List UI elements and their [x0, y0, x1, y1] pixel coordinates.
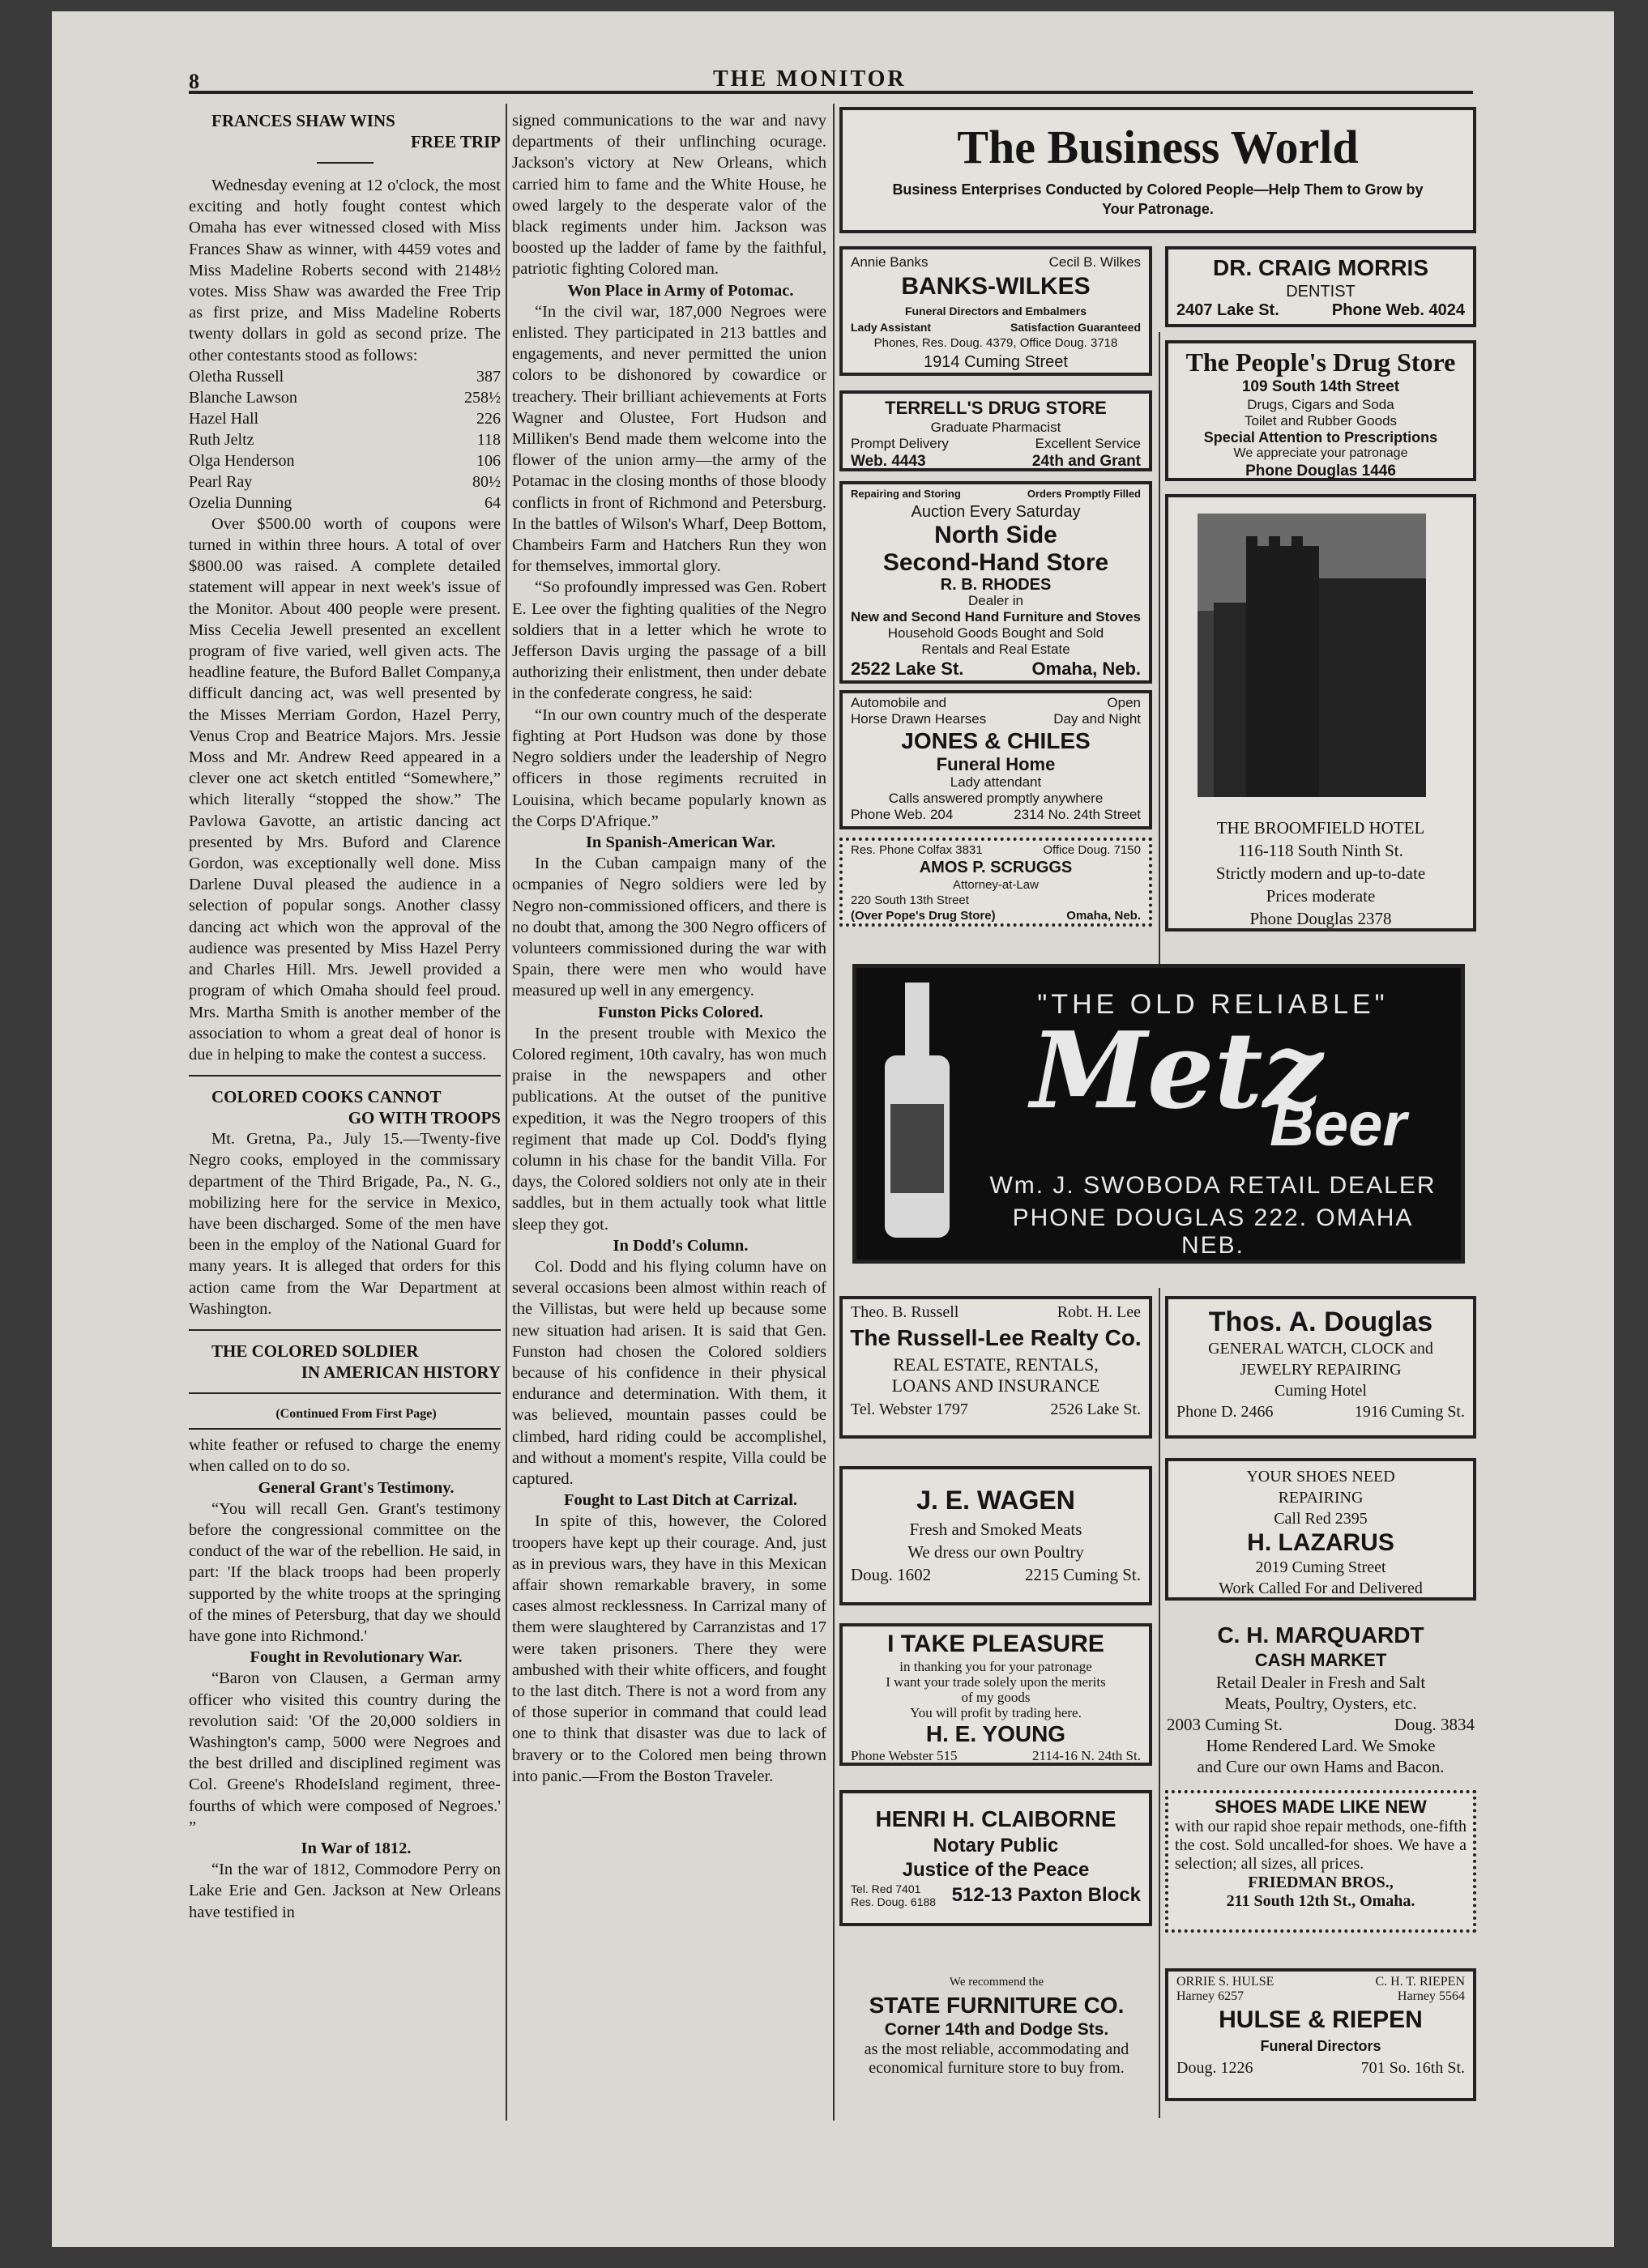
headline: GO WITH TROOPS: [348, 1108, 501, 1128]
ad-north-side-store: [839, 481, 1152, 684]
ad-text: Dealer in: [967, 593, 1024, 608]
ad-address: 2314 No. 24th Street: [1014, 807, 1141, 822]
ad-phone: Harney 6257: [1176, 1989, 1245, 2003]
ad-name: H. E. YOUNG: [925, 1721, 1066, 1746]
table-row: [189, 429, 501, 450]
ad-jones-chiles: [839, 690, 1152, 829]
ad-text: Funeral Home: [936, 754, 1056, 774]
ad-text: Strictly modern and up-to-date: [1215, 863, 1426, 883]
votes-cell: 64: [485, 493, 501, 512]
paragraph: white feather or refused to charge the enemy when called on to do so.: [189, 1436, 501, 1476]
divider: [189, 1075, 501, 1076]
ad-text: Theo. B. Russell: [851, 1303, 959, 1321]
table-row: [189, 408, 501, 429]
ad-text: Day and Night: [1053, 711, 1141, 727]
ad-text: You will profit by trading here.: [910, 1705, 1082, 1720]
ad-text: CASH MARKET: [1254, 1650, 1387, 1670]
ad-text: JEWELRY REPAIRING: [1240, 1361, 1402, 1379]
ad-phone: Doug. 1602: [851, 1565, 932, 1584]
ad-address: 109 South 14th Street: [1241, 378, 1400, 395]
column-1: [189, 110, 501, 1923]
metz-product: Beer: [1270, 1090, 1407, 1159]
continued-note: (Continued From First Page): [275, 1406, 437, 1421]
subheading: In Spanish-American War.: [585, 833, 776, 851]
ad-text: R. B. RHODES: [940, 576, 1052, 594]
ad-address: 2526 Lake St.: [1050, 1400, 1141, 1418]
table-row: [189, 450, 501, 471]
metz-brand: Metz: [1031, 1008, 1323, 1132]
name-cell: Blanche Lawson: [189, 388, 297, 407]
ad-text: Calls answered promptly anywhere: [888, 791, 1104, 806]
ad-phone: Phone Webster 515: [851, 1748, 958, 1763]
ad-text: Cecil B. Wilkes: [1048, 254, 1141, 270]
ad-text: Excellent Service: [1035, 436, 1141, 451]
ad-address: 211 South 12th St., Omaha.: [1226, 1892, 1415, 1910]
ad-marquardt: [1167, 1622, 1475, 1777]
ad-name: Second-Hand Store: [882, 549, 1109, 576]
subheading: In Dodd's Column.: [613, 1236, 749, 1255]
ad-metz-beer: [852, 964, 1465, 1264]
ad-name: The People's Drug Store: [1185, 347, 1456, 377]
ad-text: Prices moderate: [1266, 886, 1376, 906]
ad-peoples-drug: [1165, 340, 1476, 481]
ad-address: 701 So. 16th St.: [1360, 2059, 1465, 2077]
ad-text: with our rapid shoe repair methods, one-fifth the cost. Sold uncalled-for shoes. We have a selection; all sizes, all prices.: [1175, 1818, 1467, 1873]
ad-address: 512-13 Paxton Block: [951, 1884, 1141, 1906]
ad-claiborne: [839, 1790, 1152, 1926]
ad-text: Phones, Res. Doug. 4379, Office Doug. 3718: [873, 336, 1118, 350]
table-row: [189, 366, 501, 387]
ad-text: GENERAL WATCH, CLOCK and: [1208, 1340, 1433, 1358]
column-divider: [506, 104, 507, 2121]
column-divider: [833, 104, 835, 2121]
ad-address: 2522 Lake St.: [851, 659, 964, 679]
ad-text: Fresh and Smoked Meats: [909, 1520, 1082, 1539]
ad-wagen: [839, 1466, 1152, 1605]
ad-text: Lady Assistant: [851, 321, 932, 334]
ad-h-e-young: [839, 1623, 1152, 1766]
ad-text: Rentals and Real Estate: [921, 642, 1070, 657]
name-cell: Oletha Russell: [189, 367, 284, 386]
subheading: Won Place in Army of Potomac.: [567, 281, 794, 300]
ad-text: I want your trade solely upon the merits: [886, 1674, 1106, 1690]
ad-address: 24th and Grant: [1031, 453, 1141, 470]
ad-name: BANKS-WILKES: [901, 273, 1091, 300]
ad-name: C. H. MARQUARDT: [1217, 1622, 1424, 1648]
ad-text: New and Second Hand Furniture and Stoves: [851, 609, 1141, 625]
ad-title: SHOES MADE LIKE NEW: [1215, 1797, 1427, 1817]
ad-name: FRIEDMAN BROS.,: [1248, 1874, 1394, 1891]
subheading: General Grant's Testimony.: [258, 1478, 455, 1497]
metz-slogan: "THE OLD RELIABLE": [1037, 989, 1389, 1020]
ad-text: Home Rendered Lard. We Smoke: [1206, 1736, 1436, 1755]
paragraph: In spite of this, however, the Colored troopers have kept up their courage. And, just as in previous wars, they have in this Mexican affair shown remarkable bravery, in some cases almost recklessness. In Carrizal many of them were slaughtered by Carranzistas and 17 were taken prisoners. There they were ambushed with their white officers, and fought to the last ditch. There is not a word from any of those superior in command that could lead one to think that disaster was due to lack of bravery or to the Colored men being thrown into panic.—From the Boston Traveler.: [512, 1512, 826, 1785]
table-row: [189, 387, 501, 408]
ad-text: Automobile and: [851, 695, 947, 710]
ad-hulse-riepen: [1165, 1968, 1476, 2101]
name-cell: Hazel Hall: [189, 409, 259, 428]
ad-text: Funeral Directors: [1260, 2038, 1381, 2054]
ad-phone: Harney 5564: [1397, 1989, 1465, 2003]
ad-text: Cuming Hotel: [1274, 1382, 1367, 1400]
ad-name: Thos. A. Douglas: [1208, 1307, 1433, 1337]
votes-cell: 80½: [472, 472, 501, 491]
business-world-banner: [839, 107, 1476, 233]
ad-address: 2003 Cuming St.: [1167, 1715, 1283, 1734]
ad-text: Notary Public: [933, 1835, 1059, 1857]
metz-phone: PHONE DOUGLAS 222. OMAHA NEB.: [1012, 1204, 1414, 1259]
ad-address: 1916 Cuming St.: [1354, 1403, 1465, 1421]
name-cell: Pearl Ray: [189, 472, 253, 491]
ad-text: Toilet and Rubber Goods: [1244, 413, 1398, 428]
ad-text: C. H. T. RIEPEN: [1375, 1975, 1465, 1989]
ad-text: Household Goods Bought and Sold: [887, 625, 1104, 641]
ad-text: Annie Banks: [851, 254, 929, 270]
page-number: 8: [189, 70, 199, 93]
ad-text: and Cure our own Hams and Bacon.: [1197, 1757, 1445, 1776]
masthead: THE MONITOR: [713, 66, 907, 92]
votes-cell: 258½: [464, 388, 501, 407]
name-cell: Ruth Jeltz: [189, 430, 254, 449]
ad-phone: Web. 4443: [851, 453, 926, 470]
ad-name: HENRI H. CLAIBORNE: [875, 1806, 1116, 1831]
ad-state-furniture: [843, 1973, 1151, 2078]
masthead-rule: [189, 91, 1473, 94]
ad-phone: Doug. 3834: [1394, 1715, 1475, 1734]
ad-text: Repairing and Storing: [851, 488, 961, 500]
column-2: [512, 110, 826, 1787]
ad-name: J. E. WAGEN: [916, 1486, 1075, 1515]
ad-scruggs: [839, 838, 1152, 927]
ad-name: DR. CRAIG MORRIS: [1213, 255, 1428, 280]
hotel-building-image: [1198, 514, 1426, 797]
ad-name: THE BROOMFIELD HOTEL: [1216, 818, 1425, 838]
ad-text: Orders Promptly Filled: [1027, 488, 1141, 500]
ad-text: Work Called For and Delivered: [1219, 1580, 1423, 1597]
ad-phone: Tel. Red 7401: [851, 1882, 921, 1895]
votes-cell: 226: [476, 409, 501, 428]
ad-text: Attorney-at-Law: [953, 878, 1039, 892]
ad-russell-lee: [839, 1296, 1152, 1439]
ad-text: Open: [1107, 695, 1141, 710]
beer-bottle-image: [873, 983, 962, 1242]
paragraph: “So profoundly impressed was Gen. Robert E. Lee over the fighting qualities of the Negro soldiers that in a letter which he wrote to Jefferson Davis urging the passage of a bill authorizing their enlistment, then under debate in the confederate congress, he said:: [512, 578, 826, 703]
banner-title: The Business World: [957, 121, 1359, 173]
votes-cell: 118: [476, 430, 501, 449]
ad-terrell-drug: [839, 390, 1152, 471]
ad-address: 2019 Cuming Street: [1255, 1558, 1386, 1576]
ad-phone: Res. Doug. 6188: [851, 1895, 937, 1908]
ad-text: as the most reliable, accommodating and economical furniture store to buy from.: [864, 2040, 1129, 2077]
ad-phone: Phone Douglas 1446: [1245, 463, 1396, 480]
article-frances-shaw: [189, 110, 501, 1065]
ad-title: I TAKE PLEASURE: [887, 1631, 1104, 1657]
ad-text: Call Red 2395: [1274, 1510, 1368, 1528]
ad-address: 2407 Lake St.: [1176, 301, 1279, 319]
ad-address: 1914 Cuming Street: [924, 353, 1068, 371]
paragraph: “In our own country much of the desperate fighting at Port Hudson was done by those Negro soldiers under the leadership of Negro officers in those regiments recruited in Louisina, which became popularly known as the Corps D'Afrique.”: [512, 706, 826, 830]
headline: IN AMERICAN HISTORY: [301, 1362, 501, 1382]
ad-text: Meats, Poultry, Oysters, etc.: [1224, 1694, 1417, 1713]
ad-phone: Tel. Webster 1797: [851, 1400, 968, 1418]
headline: THE COLORED SOLDIER: [211, 1341, 419, 1361]
article-colored-cooks: [189, 1086, 501, 1319]
column-divider: [1159, 1288, 1160, 2118]
subheading: Fought in Revolutionary War.: [250, 1648, 463, 1667]
ad-name: The Russell-Lee Realty Co.: [850, 1325, 1142, 1350]
votes-cell: 387: [476, 367, 501, 386]
ad-text: We recommend the: [949, 1976, 1044, 1989]
ad-name: JONES & CHILES: [901, 728, 1091, 753]
ad-address: 2114-16 N. 24th St.: [1032, 1748, 1141, 1763]
paragraph: In the present trouble with Mexico the Colored regiment, 10th cavalry, has won much praise in the newspapers and other publications. At the outset of the punitive expedition, it was the Negro troopers of this regiment that made up Col. Dodd's flying column in his chase for the bandit Villa. For days, the Colored soldiers not only ate in their saddles, but in them actually took what little sleep they got.: [512, 1024, 826, 1234]
ad-phone: Phone Douglas 2378: [1249, 909, 1392, 928]
ad-name: AMOS P. SCRUGGS: [919, 859, 1073, 876]
ad-address: 220 South 13th Street: [851, 893, 969, 907]
ad-text: Special Attention to Prescriptions: [1203, 429, 1438, 446]
ad-name: H. LAZARUS: [1247, 1529, 1394, 1556]
ad-lazarus: [1165, 1458, 1476, 1601]
paragraph: Mt. Gretna, Pa., July 15.—Twenty-five Negro cooks, employed in the commissary department of the Third Brigade, Pa., N. G., mobilizing here for the service in Mexico, have been discharged. Some of the men have been in the employ of the National Guard for many years. It is alleged that orders for this action came from the War Department at Washington.: [189, 1130, 501, 1318]
name-cell: Ozelia Dunning: [189, 493, 292, 512]
ad-phone: Phone D. 2466: [1176, 1403, 1274, 1421]
divider: [189, 1392, 501, 1394]
ad-text: Auction Every Saturday: [911, 503, 1081, 521]
ad-banks-wilkes: [839, 246, 1152, 376]
table-row: [189, 492, 501, 514]
table-row: [189, 471, 501, 492]
ad-text: REAL ESTATE, RENTALS,: [893, 1354, 1099, 1375]
ad-text: Prompt Delivery: [851, 436, 949, 451]
ad-text: We appreciate your patronage: [1233, 446, 1408, 460]
paragraph: In the Cuban campaign many of the ocmpanies of Negro soldiers were led by Negro non-commissioned officers, and there is no doubt that, among the 300 Negro officers of volunteers commissioned during the war with Spain, there were men who would have measured up well in any emergency.: [512, 855, 826, 1000]
metz-dealer: Wm. J. SWOBODA RETAIL DEALER: [989, 1172, 1437, 1199]
ad-name: STATE FURNITURE CO.: [869, 1993, 1125, 2018]
article-colored-soldier: [189, 1341, 501, 1923]
ad-name: TERRELL'S DRUG STORE: [885, 398, 1107, 418]
ad-text: Satisfaction Guaranteed: [1010, 321, 1141, 334]
paragraph: “In the civil war, 187,000 Negroes were enlisted. They participated in 213 battles and engagements, and never permitted the union colors to be dishonored by cowardice or treachery. Their brilliant achievements at Forts Wagner and Olustee, Fort Hudson and Milliken's Bend made them welcome into the flower of the union army—the army of the Potamac in the closing months of those bloody conflicts in front of Richmond and Petersburg. In the battles of Wilson's Wharf, Deep Bottom, Chambeirs Farm and Hatchers Run they won for themselves, immortal glory.: [512, 302, 826, 576]
headline: COLORED COOKS CANNOT: [211, 1087, 442, 1107]
ad-text: of my goods: [961, 1690, 1031, 1705]
ad-text: LOANS AND INSURANCE: [891, 1375, 1100, 1396]
ad-phone: Phone Web. 4024: [1331, 301, 1465, 319]
ad-text: Robt. H. Lee: [1057, 1303, 1141, 1321]
ad-text: Retail Dealer in Fresh and Salt: [1215, 1673, 1426, 1692]
standings-table: [189, 366, 501, 514]
banner-tagline: Business Enterprises Conducted by Colored People—Help Them to Grow by Your Patronage.: [892, 181, 1424, 217]
ad-text: Omaha, Neb.: [1066, 909, 1141, 923]
subheading: In War of 1812.: [301, 1840, 412, 1857]
ad-name: HULSE & RIEPEN: [1219, 2006, 1423, 2033]
ad-text: Office Doug. 7150: [1043, 843, 1141, 857]
paragraph: Over $500.00 worth of coupons were turned in within three hours. A total of over $800.00 was raised. A complete detailed statement will appear in next week's issue of the Monitor. About 400 people were present. Miss Cecelia Jewell presented an excellent program of five varied, well given acts. The headline feature, the Buford Ballet Company,a difficult dancing act, was well presented by the Misses Merriam Gordon, Hazel Perry, Venus Crop and Beatrice Majors. Mrs. Jessie Moss and Mr. Andrew Reed appeared in a clever one act sketch entitled “Somewhere,” which literally “stopped the show.” The Pavlowa Gavotte, an artistic dancing act presented by Mrs. Buford and Clarence Gordon, was exceptionally well done. Miss Darlene Duval pleased the audience in a selection of popular songs. Another classy dancing act which won the approval of the audience was presented by Miss Hazel Perry and Charles Hill. Mrs. Jewell provided a program of which Omaha should feel proud. Mrs. Martha Smith is another member of the association to whom a great deal of honor is due in helping to make the contest a success.: [189, 514, 501, 1064]
ad-text: Lady attendant: [950, 774, 1042, 790]
paragraph: “In the war of 1812, Commodore Perry on Lake Erie and Gen. Jackson at New Orleans have testified in: [189, 1861, 501, 1921]
headline: FRANCES SHAW WINS: [211, 111, 395, 130]
ad-name: North Side: [934, 522, 1057, 548]
ad-craig-morris: [1165, 246, 1476, 327]
subheading: Funston Picks Colored.: [597, 1003, 764, 1021]
paragraph: “Baron von Clausen, a German army officer who visited this country during the revolution said: 'Of the 20,000 soldiers in Washington's camp, 5000 were Negroes and the best drilled and disciplined regiment was Col. Greene's RhodeIsland regiment, three-fourths of which were composed of Negroes.' ”: [189, 1669, 501, 1836]
ad-text: REPAIRING: [1278, 1489, 1364, 1507]
ad-text: Drugs, Cigars and Soda: [1247, 397, 1394, 412]
name-cell: Olga Henderson: [189, 451, 295, 470]
ad-address: 2215 Cuming St.: [1025, 1565, 1141, 1584]
ad-text: YOUR SHOES NEED: [1246, 1468, 1395, 1486]
paragraph: Col. Dodd and his flying column have on several occasions been almost within reach of the Villistas, but were held up because some new situation had arisen. It is said that Gen. Funston had chosen the Colored soldiers because of his confidence in their physical endurance and determination. With them, it was believed, mountain passes could be climbed, hard riding could be accomplishel, and without a moment's respite, Villa could be captured.: [512, 1257, 826, 1488]
ad-text: (Over Pope's Drug Store): [851, 909, 996, 923]
ad-text: Funeral Directors and Embalmers: [904, 305, 1087, 318]
divider: [189, 1329, 501, 1331]
ad-address: 116-118 South Ninth St.: [1238, 841, 1403, 860]
ad-text: Horse Drawn Hearses: [851, 711, 987, 727]
ad-text: We dress our own Poultry: [907, 1542, 1084, 1562]
ad-thos-douglas: [1165, 1296, 1476, 1439]
paragraph: “You will recall Gen. Grant's testimony before the congressional committee on the conduct of the war of the rebellion. He said, in part: 'If the black troops had been properly supported by the white troops at the springing of the mines of Petersburg, that day we should have gone into Richmond.': [189, 1499, 501, 1645]
ad-friedman-bros: [1165, 1790, 1476, 1933]
ad-address: Corner 14th and Dodge Sts.: [884, 2020, 1109, 2039]
ad-text: DENTIST: [1286, 283, 1356, 301]
divider: [317, 162, 374, 164]
ad-phone: Doug. 1226: [1176, 2059, 1253, 2077]
ad-text: Res. Phone Colfax 3831: [851, 843, 983, 857]
paragraph: signed communications to the war and navy departments of their unflinching ocurage. Jackson's victory at New Orleans, which carried him to fame and the White House, he owed largely to the desperate valor of the black regiments under him. Jackson was boosted up the ladder of fame by the faithful, patriotic fighting Colored man.: [512, 112, 826, 279]
ad-text: in thanking you for your patronage: [899, 1659, 1092, 1674]
headline: FREE TRIP: [410, 132, 501, 151]
paragraph: Wednesday evening at 12 o'clock, the most exciting and hotly fought contest which Omaha has ever witnessed closed with Miss Frances Shaw as winner, with 4459 votes and Miss Madeline Roberts second with 2148½ votes. Miss Shaw was awarded the Free Trip as first prize, and Miss Madeline Roberts twenty dollars in gold as second prize. The other contestants stood as follows:: [189, 177, 501, 364]
ad-text: Graduate Pharmacist: [930, 420, 1061, 435]
ad-text: Omaha, Neb.: [1031, 659, 1141, 679]
subheading: Fought to Last Ditch at Carrizal.: [563, 1491, 798, 1510]
ad-text: Justice of the Peace: [902, 1859, 1090, 1881]
divider: [189, 1428, 501, 1430]
ad-phone: Phone Web. 204: [851, 807, 954, 822]
ad-text: ORRIE S. HULSE: [1176, 1975, 1274, 1989]
votes-cell: 106: [476, 451, 501, 470]
